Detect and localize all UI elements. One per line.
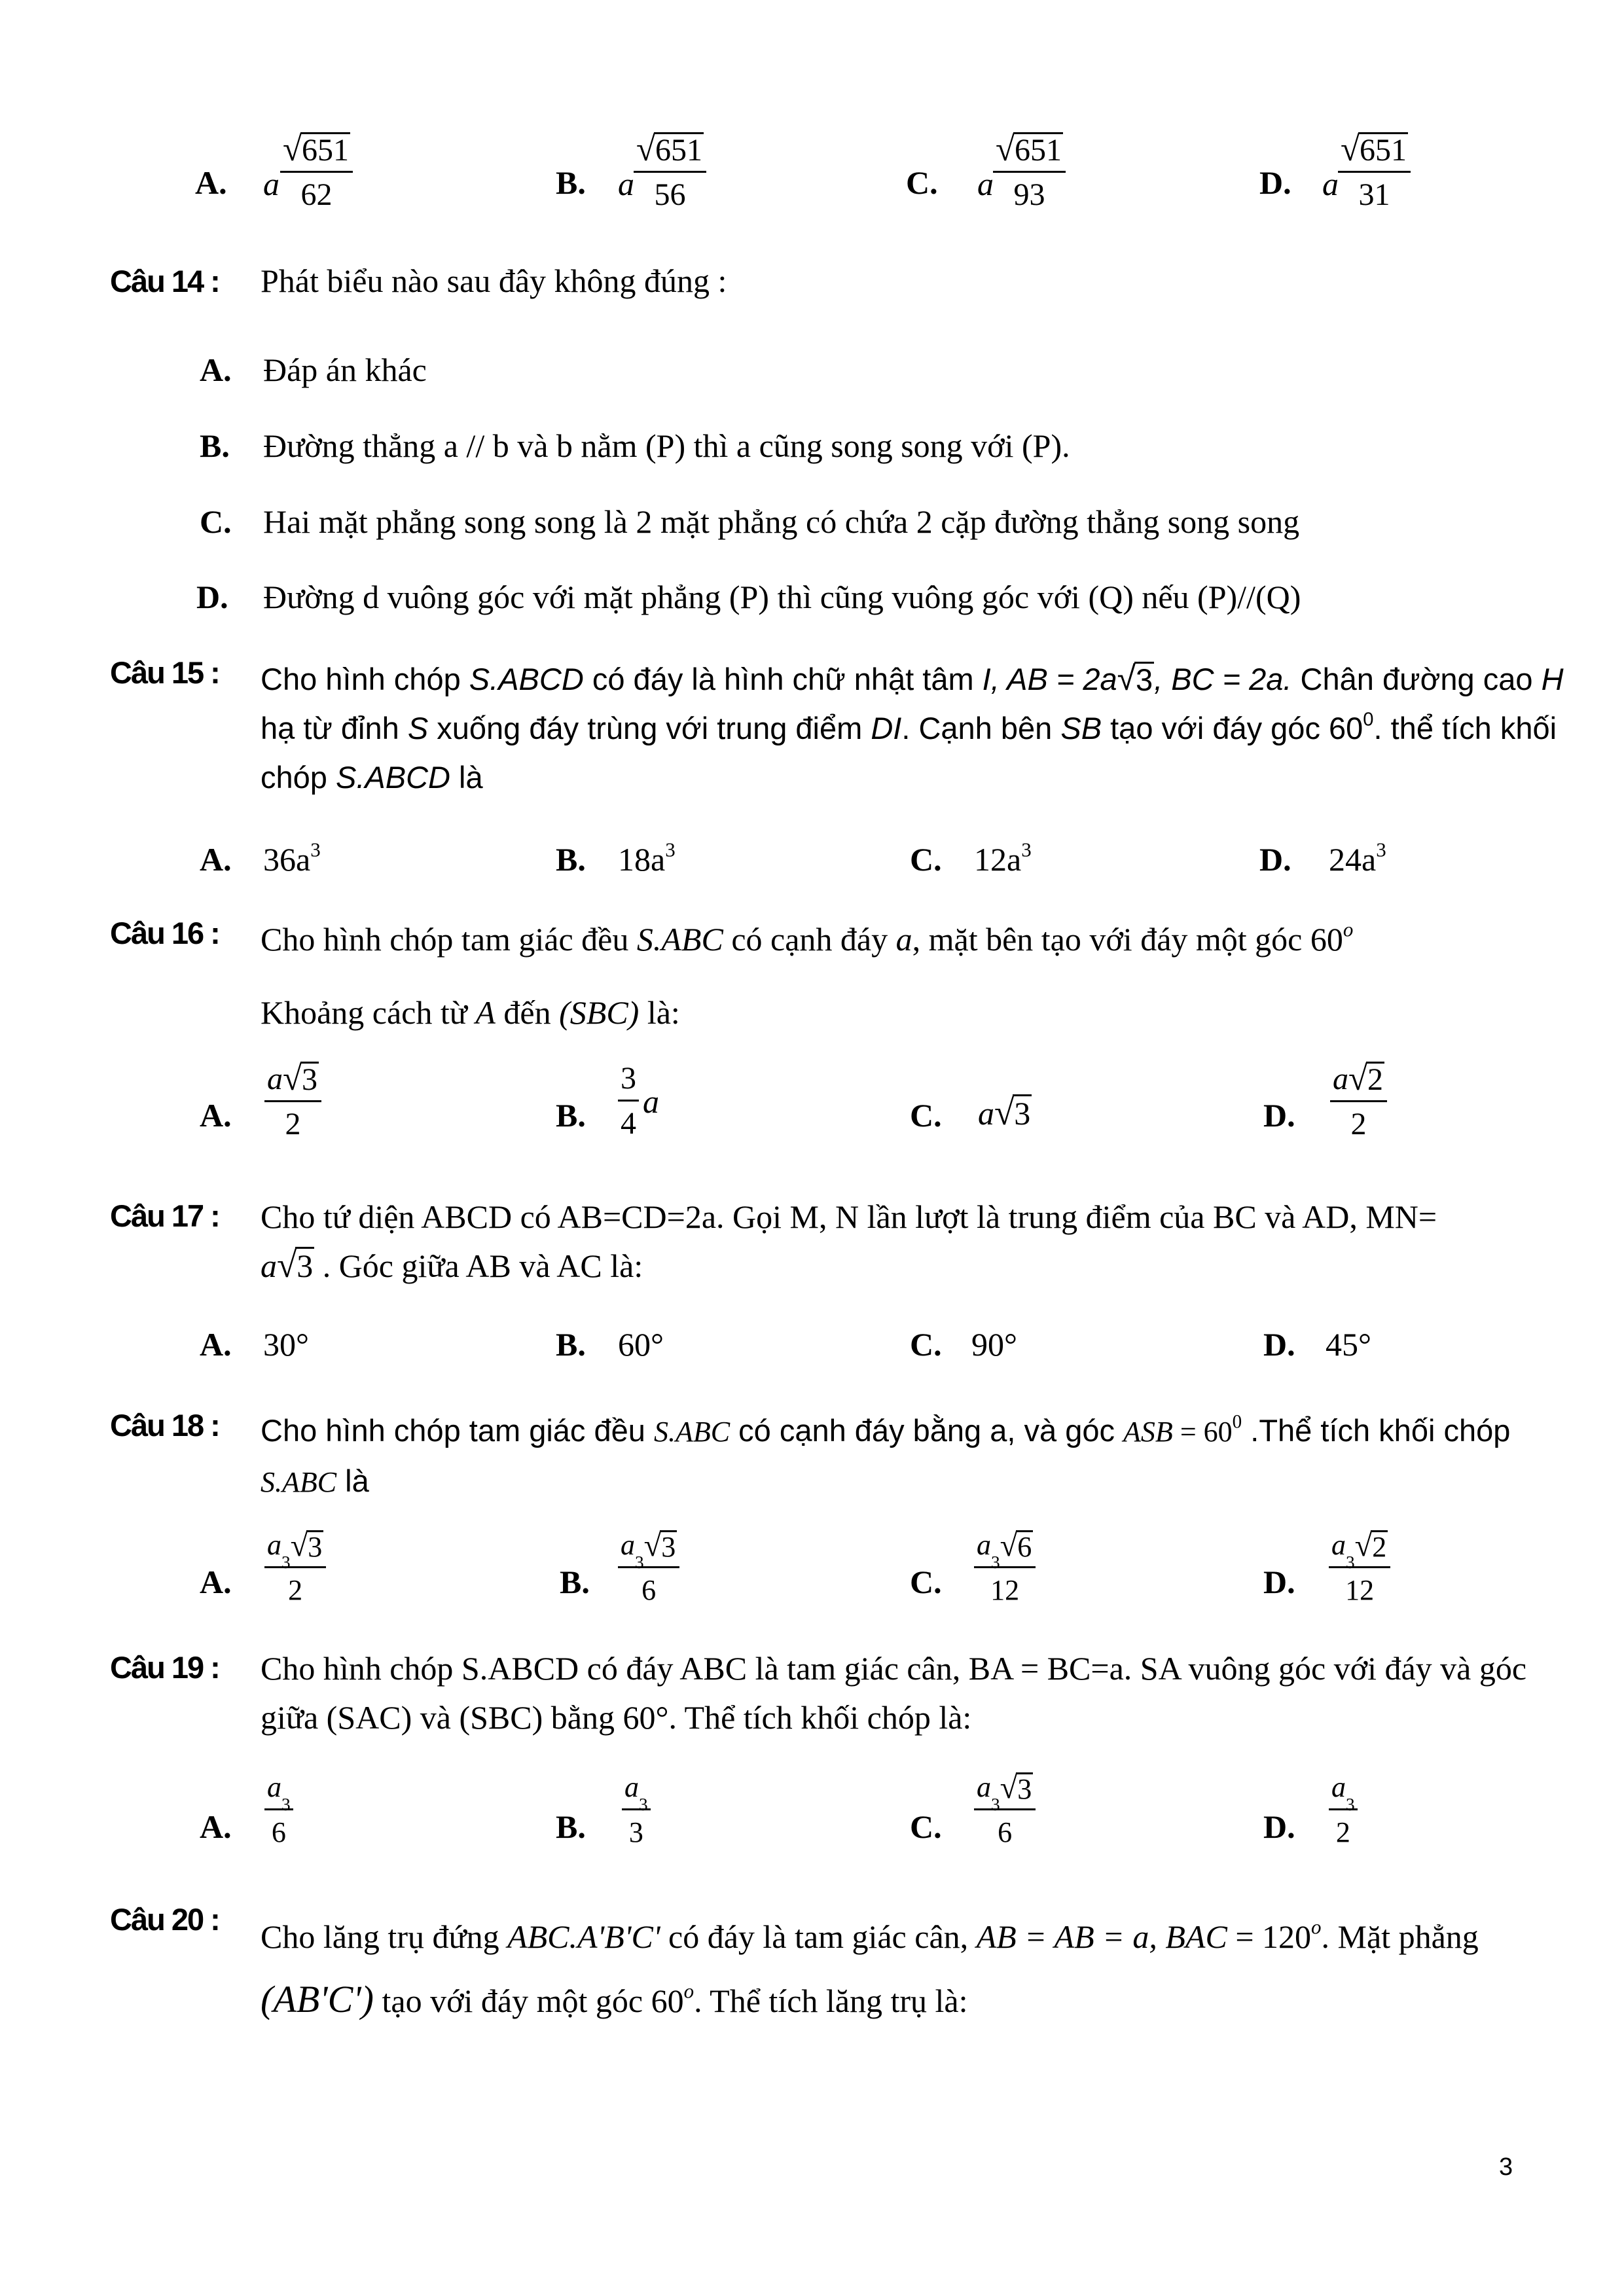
q13-option-letter: A. <box>195 164 227 201</box>
q18-option-b[interactable]: a 3 √ 3 6 <box>618 1528 679 1607</box>
q17-option-b[interactable]: 60° <box>618 1326 664 1363</box>
q19-option-letter: C. <box>910 1808 942 1845</box>
q18-question: Cho hình chóp tam giác đều S.ABC có cạnh đáy bằng a, và góc ASB = $60^0$ .Thể tích khối chóp S.ABC là <box>261 1411 1511 1498</box>
q14-option-c[interactable]: Hai mặt phẳng song song là 2 mặt phẳng có chứa 2 cặp đường thẳng song song <box>263 503 1300 540</box>
q19-question: Cho hình chóp S.ABCD có đáy ABC là tam giác cân, BA = BC=a. SA vuông góc với đáy và góc giữa (SAC) và (SBC) bằng 60°. Thể tích khối chóp là: <box>261 1650 1527 1736</box>
denominator: 31 <box>1358 177 1390 213</box>
q16-option-a[interactable]: a √ 3 2 <box>264 1062 321 1141</box>
q14-option-b[interactable]: Đường thẳng a // b và b nằm (P) thì a cũng song song với (P). <box>263 427 1070 464</box>
q20-label: Câu 20 : <box>110 1902 219 1937</box>
q15-option-c[interactable]: $12a^3$ <box>974 838 1032 878</box>
q16-option-d[interactable]: a √ 2 2 <box>1330 1062 1387 1141</box>
q18-option-c[interactable]: a 3 √ 6 12 <box>974 1528 1036 1607</box>
q16-option-letter: C. <box>910 1097 942 1134</box>
q14-option-letter: B. <box>200 427 230 464</box>
q13-option-letter: D. <box>1259 164 1291 201</box>
q13-option-b-fraction[interactable]: √ 651 56 <box>634 132 706 212</box>
q19-option-c[interactable]: a 3 √ 3 6 <box>974 1770 1036 1850</box>
q14-option-letter: A. <box>200 351 232 388</box>
radicand: 651 <box>301 133 349 168</box>
radicand: 651 <box>1014 133 1062 168</box>
q13-option-coef: a <box>977 166 994 202</box>
q14-option-letter: C. <box>200 503 232 540</box>
q16-label: Câu 16 : <box>110 916 219 950</box>
q19-option-letter: A. <box>200 1808 232 1845</box>
q15-label: Câu 15 : <box>110 655 219 690</box>
q15-option-a[interactable]: $36a^3$ <box>263 838 321 878</box>
q13-option-coef: a <box>618 166 634 202</box>
q17-option-c[interactable]: 90° <box>971 1326 1017 1363</box>
q14-option-a[interactable]: Đáp án khác <box>263 351 427 388</box>
q17-option-letter: B. <box>556 1326 586 1363</box>
q15-option-letter: A. <box>200 841 232 878</box>
q15-option-letter: D. <box>1259 841 1291 878</box>
q13-option-coef: a <box>1322 166 1339 202</box>
q16-option-letter: D. <box>1263 1097 1295 1134</box>
q13-option-coef: a <box>263 166 280 202</box>
q18-option-a[interactable]: a 3 √ 3 2 <box>264 1528 326 1607</box>
q16-option-letter: B. <box>556 1097 586 1134</box>
q16-option-b[interactable]: $\frac{3}{4}$ a <box>618 1062 659 1141</box>
q19-option-a[interactable]: a 3 6 <box>264 1770 293 1850</box>
q15-option-letter: C. <box>910 841 942 878</box>
q16-question-line1: Cho hình chóp tam giác đều S.ABC có cạnh đáy a, mặt bên tạo với đáy một góc 60$^o$ <box>261 918 1354 958</box>
q17-option-a[interactable]: 30° <box>263 1326 309 1363</box>
q18-option-d[interactable]: a 3 √ 2 12 <box>1329 1528 1390 1607</box>
q19-label: Câu 19 : <box>110 1650 219 1685</box>
q14-label: Câu 14 : <box>110 264 219 298</box>
q14-option-letter: D. <box>196 579 228 615</box>
q17-question: Cho tứ diện ABCD có AB=CD=2a. Gọi M, N lần lượt là trung điểm của BC và AD, MN= a √ 3 . Góc giữa AB và AC là: <box>261 1198 1437 1285</box>
q17-option-letter: D. <box>1263 1326 1295 1363</box>
q15-question: Cho hình chóp S.ABCD có đáy là hình chữ nhật tâm I, AB = 2a √ 3 , BC = 2a. Chân đường cao H hạ từ đỉnh S xuống đáy trùng với trung điểm DI. Cạnh bên SB tạo với đáy góc $60^0$. thể tích khối chóp S.ABCD là <box>261 659 1564 795</box>
q18-label: Câu 18 : <box>110 1408 219 1443</box>
page-number: 3 <box>1499 2153 1513 2181</box>
q19-option-letter: D. <box>1263 1808 1295 1845</box>
q18-option-letter: B. <box>560 1564 590 1600</box>
q16-option-c[interactable]: a √ 3 <box>978 1092 1031 1132</box>
q18-option-letter: C. <box>910 1564 942 1600</box>
denominator: 56 <box>654 177 686 213</box>
q17-label: Câu 17 : <box>110 1198 219 1233</box>
q17-option-letter: C. <box>910 1326 942 1363</box>
q16-question-line2: Khoảng cách từ A đến (SBC) là: <box>261 994 680 1031</box>
q13-option-letter: C. <box>906 164 938 201</box>
q15-option-letter: B. <box>556 841 586 878</box>
q19-option-b[interactable]: a 3 3 <box>622 1770 651 1850</box>
denominator: 62 <box>300 177 333 213</box>
q19-option-letter: B. <box>556 1808 586 1845</box>
q13-option-a-fraction[interactable]: √ 651 62 <box>280 132 353 212</box>
q18-option-letter: D. <box>1263 1564 1295 1600</box>
q17-option-d[interactable]: 45° <box>1326 1326 1371 1363</box>
q14-option-d[interactable]: Đường d vuông góc với mặt phẳng (P) thì cũng vuông góc với (Q) nếu (P)//(Q) <box>263 579 1301 615</box>
q20-question: Cho lăng trụ đứng ABC.A'B'C' có đáy là tam giác cân, AB = AB = a, BAC = $120^o$. Mặt phẳng (AB'C') tạo với đáy một góc 60$^o$. Thể tích lăng trụ là: <box>261 1915 1479 2020</box>
q13-option-d-fraction[interactable]: √ 651 31 <box>1338 132 1411 212</box>
q15-option-b[interactable]: $18a^3$ <box>618 838 676 878</box>
radicand: 651 <box>1359 133 1407 168</box>
q19-option-d[interactable]: a 3 2 <box>1329 1770 1358 1850</box>
denominator: 93 <box>1013 177 1045 213</box>
q13-option-letter: B. <box>556 164 586 201</box>
q13-option-c-fraction[interactable]: √ 651 93 <box>993 132 1066 212</box>
radicand: 651 <box>655 133 702 168</box>
q17-option-letter: A. <box>200 1326 232 1363</box>
q15-option-d[interactable]: $24a^3$ <box>1329 838 1386 878</box>
q18-option-letter: A. <box>200 1564 232 1600</box>
q16-option-letter: A. <box>200 1097 232 1134</box>
q14-question: Phát biểu nào sau đây không đúng : <box>261 262 727 299</box>
